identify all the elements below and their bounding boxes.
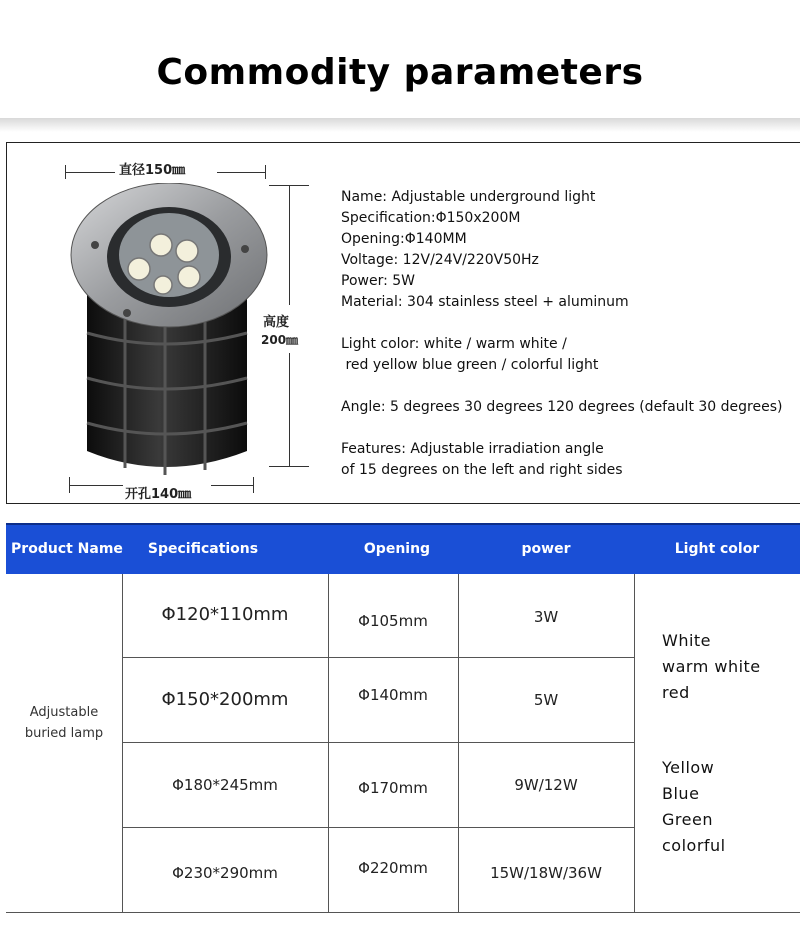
light-colors-group-1 — [662, 628, 761, 706]
table-body — [6, 574, 800, 913]
height-value: 200㎜ — [261, 333, 299, 347]
dim-tick-bottom — [269, 466, 309, 467]
spec-line: Voltage: 12V/24V/220V50Hz — [341, 252, 539, 268]
spec-line: Power: 5W — [341, 273, 415, 289]
spec-line: Material: 304 stainless steel + aluminum — [341, 294, 629, 310]
spec-cell: Φ230*290mm — [172, 864, 278, 882]
title-divider — [0, 118, 800, 132]
light-color-item: White — [662, 631, 712, 650]
dim-line-top-left — [65, 172, 115, 173]
power-cell: 5W — [533, 691, 559, 709]
spec-line: Specification:Φ150x200M — [341, 210, 521, 226]
power-cell: 15W/18W/36W — [490, 864, 602, 882]
product-name-line: buried lamp — [24, 726, 104, 741]
header-specifications: Specifications — [147, 541, 259, 557]
product-name-cell — [6, 702, 122, 744]
dim-line-v-bottom — [289, 353, 290, 466]
opening-cell: Φ140mm — [358, 686, 428, 704]
light-color-item: colorful — [662, 836, 726, 855]
light-colors-group-2 — [662, 755, 726, 859]
header-product-name: Product Name — [11, 541, 123, 557]
spec-line: Opening:Φ140MM — [341, 231, 467, 247]
spec-cell: Φ120*110mm — [161, 604, 289, 625]
opening-cell: Φ170mm — [358, 779, 428, 797]
product-table — [6, 523, 800, 913]
power-cell: 3W — [533, 608, 559, 626]
features-line: Features: Adjustable irradiation angle — [341, 441, 604, 457]
height-label: 高度 — [263, 315, 290, 330]
dim-line-top-right — [217, 172, 265, 173]
opening-cell: Φ220mm — [358, 859, 428, 877]
product-name-line: Adjustable — [29, 705, 99, 720]
lamp-image — [65, 183, 275, 483]
spec-panel — [6, 142, 800, 504]
table-header — [6, 523, 800, 606]
light-color-line: Light color: white / warm white / — [341, 336, 567, 352]
light-color-line: red yellow blue green / colorful light — [341, 357, 599, 373]
light-color-item: warm white — [662, 657, 761, 676]
dim-line-open-right — [211, 485, 253, 486]
header-opening-diameter: Opening diameter — [361, 541, 433, 606]
angle-line: Angle: 5 degrees 30 degrees 120 degrees (default 30 degrees) — [341, 399, 783, 415]
light-color-item: Blue — [662, 784, 700, 803]
page-title: Commodity parameters — [156, 52, 644, 93]
light-color-item: red — [662, 683, 690, 702]
spec-line: Name: Adjustable underground light — [341, 189, 596, 205]
light-color-item: Green — [662, 810, 713, 829]
spec-text — [341, 187, 800, 481]
header-power: power — [521, 541, 571, 557]
light-color-item: Yellow — [662, 758, 715, 777]
power-cell: 9W/12W — [514, 776, 578, 794]
dim-tick-right — [265, 165, 266, 179]
dim-line-v-top — [289, 185, 290, 305]
dim-line-open-left — [69, 485, 123, 486]
features-line: of 15 degrees on the left and right sides — [341, 462, 623, 478]
header-light-color: Light color — [674, 541, 760, 557]
opening-label: 开孔140㎜ — [125, 487, 192, 502]
spec-cell: Φ150*200mm — [161, 689, 289, 710]
spec-cell: Φ180*245mm — [172, 776, 278, 794]
diameter-label: 直径150㎜ — [119, 163, 186, 178]
opening-cell: Φ105mm — [358, 612, 428, 630]
